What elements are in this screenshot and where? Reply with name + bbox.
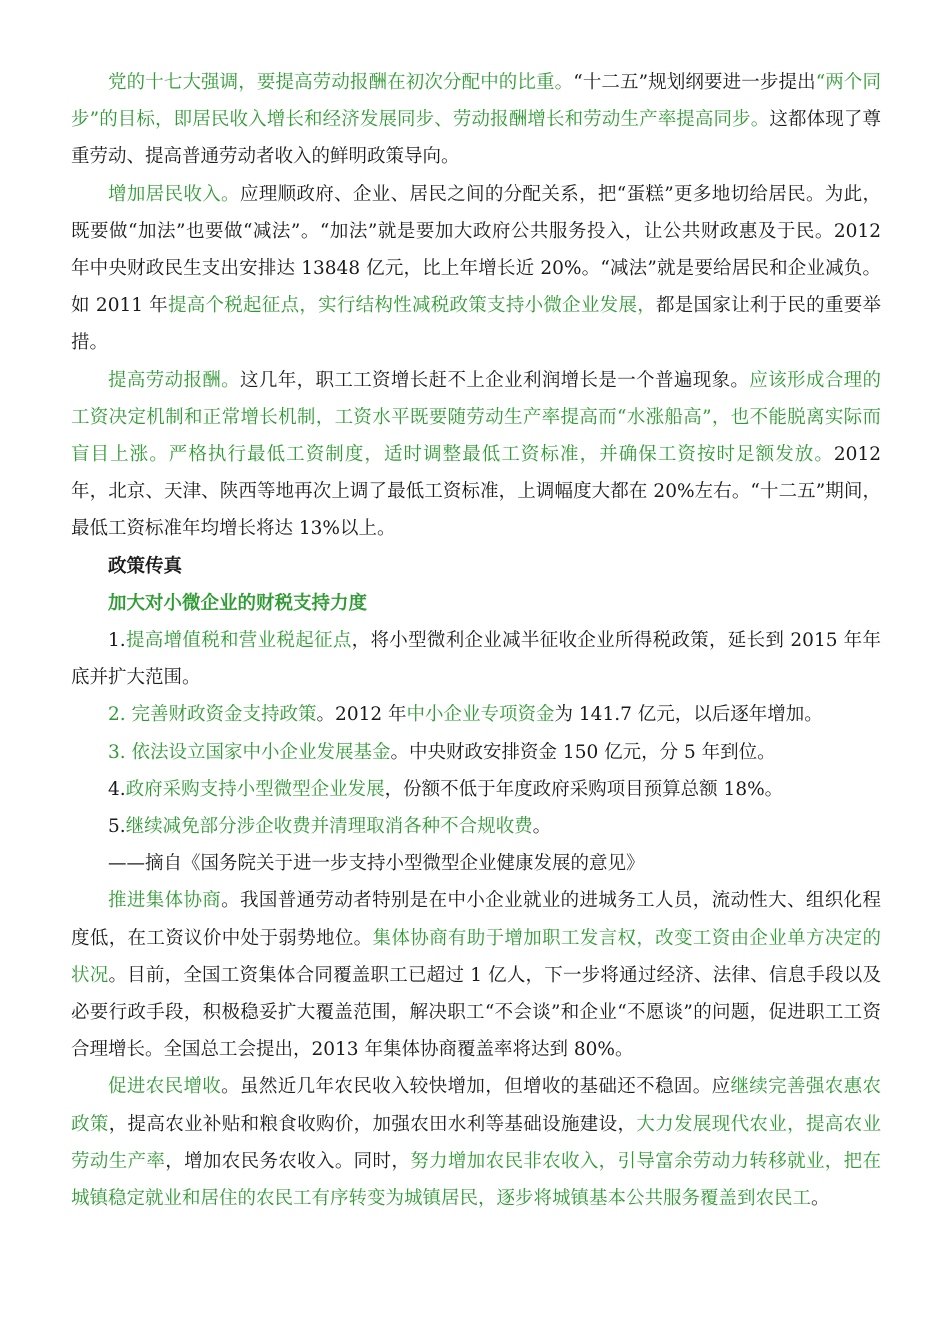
paragraph-labor-pay bbox=[71, 362, 881, 548]
text-segment: 3. 依法设立国家中小企业发展基金 bbox=[108, 741, 391, 763]
text-segment: ，提高农业补贴和粮食收购价，加强农田水利等基础设施建设， bbox=[108, 1113, 637, 1135]
text-segment: 2. 完善财政资金支持政策 bbox=[108, 704, 317, 726]
text-segment: 4. bbox=[108, 778, 126, 800]
text-segment: 都是国家让利于民的重要举措。 bbox=[71, 295, 881, 354]
paragraph-collective-bargaining bbox=[71, 882, 881, 1068]
paragraph-increase-income bbox=[71, 176, 881, 362]
text-segment: 。目前，全国工资集体合同覆盖职工已超过 1 亿人，下一步将通过经济、法律、信息手段以及必要行政手段，积极稳妥扩大覆盖范围，解决职工“不会谈”和企业“不愿谈”的问题，促进职工工资合理增长。全国总工会提出，2013 年集体协商覆盖率将达到 80%。 bbox=[71, 964, 881, 1061]
paragraph-income-share bbox=[71, 64, 881, 176]
text-segment: 大力发展现代农业，提高农业劳动生产率 bbox=[71, 1113, 881, 1172]
policy-item-1 bbox=[71, 622, 881, 696]
policy-item-5 bbox=[71, 808, 881, 845]
text-segment: 。我国普通劳动者特别是在中小企业就业的进城务工人员，流动性大、组织化程度低，在工资议价中处于弱势地位。 bbox=[71, 890, 881, 949]
text-segment: ，增加农民务农收入。同时， bbox=[165, 1150, 411, 1172]
text-segment: 提高增值税和营业税起征点 bbox=[125, 630, 352, 652]
policy-item-4 bbox=[71, 771, 881, 808]
text-segment: 。2012 年 bbox=[316, 704, 407, 726]
paragraph-farmer-income bbox=[71, 1068, 881, 1217]
text-segment: 提高个税起征点，实行结构性减税政策支持小微企业发展， bbox=[167, 295, 656, 317]
text-segment: 中小企业专项资金 bbox=[406, 704, 555, 726]
policy-item-3 bbox=[71, 734, 881, 771]
text-segment: 提高劳动报酬。 bbox=[108, 369, 241, 391]
text-segment: 应该形成合理的工资决定机制和正常增长机制，工资水平既要随劳动生产率提高而“水涨船高”，也不能脱离实际而盲目上涨。严格执行最低工资制度，适时调整最低工资标准，并确保工资按时足额发放。 bbox=[71, 369, 881, 466]
policy-section-heading: 政策传真 bbox=[108, 555, 183, 577]
text-segment: 2012 年，北京、天津、陕西等地再次上调了最低工资标准，上调幅度大都在 20%左右。“十二五”期间，最低工资标准年均增长将达 13%以上。 bbox=[71, 444, 881, 540]
text-segment: 集体协商有助于增加职工发言权，改变工资由企业单方决定的状况 bbox=[71, 927, 881, 986]
text-segment: 这都体现了尊重劳动、提高普通劳动者收入的鲜明政策导向。 bbox=[71, 109, 881, 168]
text-segment: 促进农民增收 bbox=[108, 1076, 222, 1098]
text-segment: 增加居民收入。 bbox=[108, 183, 240, 205]
text-segment: 5. bbox=[108, 816, 126, 838]
document-page bbox=[71, 64, 881, 1217]
text-segment: 继续完善强农惠农政策 bbox=[71, 1076, 881, 1135]
text-segment: 政府采购支持小型微型企业发展 bbox=[125, 778, 385, 800]
policy-title: 加大对小微企业的财税支持力度 bbox=[108, 592, 368, 614]
text-segment: 应理顺政府、企业、居民之间的分配关系，把“蛋糕”更多地切给居民。为此，既要做“加法”也要做“减法”。“加法”就是要加大政府公共服务投入，让公共财政惠及于民。2012 年中央财政民生支出安排达 13848 亿元，比上年增长近 20%。“减法”就是要给居民和企业减负。如 2011 年 bbox=[71, 183, 881, 317]
policy-source: ——摘自《国务院关于进一步支持小型微型企业健康发展的意见》 bbox=[108, 853, 645, 875]
text-segment: 1. bbox=[108, 630, 126, 652]
text-segment: “十二五”规划纲要进一步提出 bbox=[573, 72, 816, 93]
policy-item-2 bbox=[71, 696, 881, 733]
text-segment: ，将小型微利企业减半征收企业所得税政策，延长到 2015 年年底并扩大范围。 bbox=[71, 630, 881, 689]
text-segment: “两个同步”的目标，即居民收入增长和经济发展同步、劳动报酬增长和劳动生产率提高同步。 bbox=[71, 72, 881, 131]
text-segment: 。虽然近几年农民收入较快增加，但增收的基础还不稳固。应 bbox=[221, 1076, 731, 1098]
text-segment: 。 bbox=[811, 1188, 830, 1210]
text-segment: 党的十七大强调，要提高劳动报酬在初次分配中的比重。 bbox=[108, 72, 574, 93]
text-segment: 这几年，职工工资增长赶不上企业利润增长是一个普遍现象。 bbox=[240, 369, 750, 391]
text-segment: 继续减免部分涉企收费并清理取消各种不合规收费 bbox=[125, 816, 533, 838]
text-segment: 为 141.7 亿元，以后逐年增加。 bbox=[554, 704, 823, 726]
text-segment: ，份额不低于年度政府采购项目预算总额 18%。 bbox=[384, 778, 784, 800]
text-segment: 。中央财政安排资金 150 亿元，分 5 年到位。 bbox=[390, 741, 776, 763]
text-segment: 。 bbox=[532, 816, 552, 838]
text-segment: 努力增加农民非农收入，引导富余劳动力转移就业，把在城镇稳定就业和居住的农民工有序转变为城镇居民，逐步将城镇基本公共服务覆盖到农民工 bbox=[71, 1150, 881, 1210]
text-segment: 推进集体协商 bbox=[108, 890, 222, 912]
